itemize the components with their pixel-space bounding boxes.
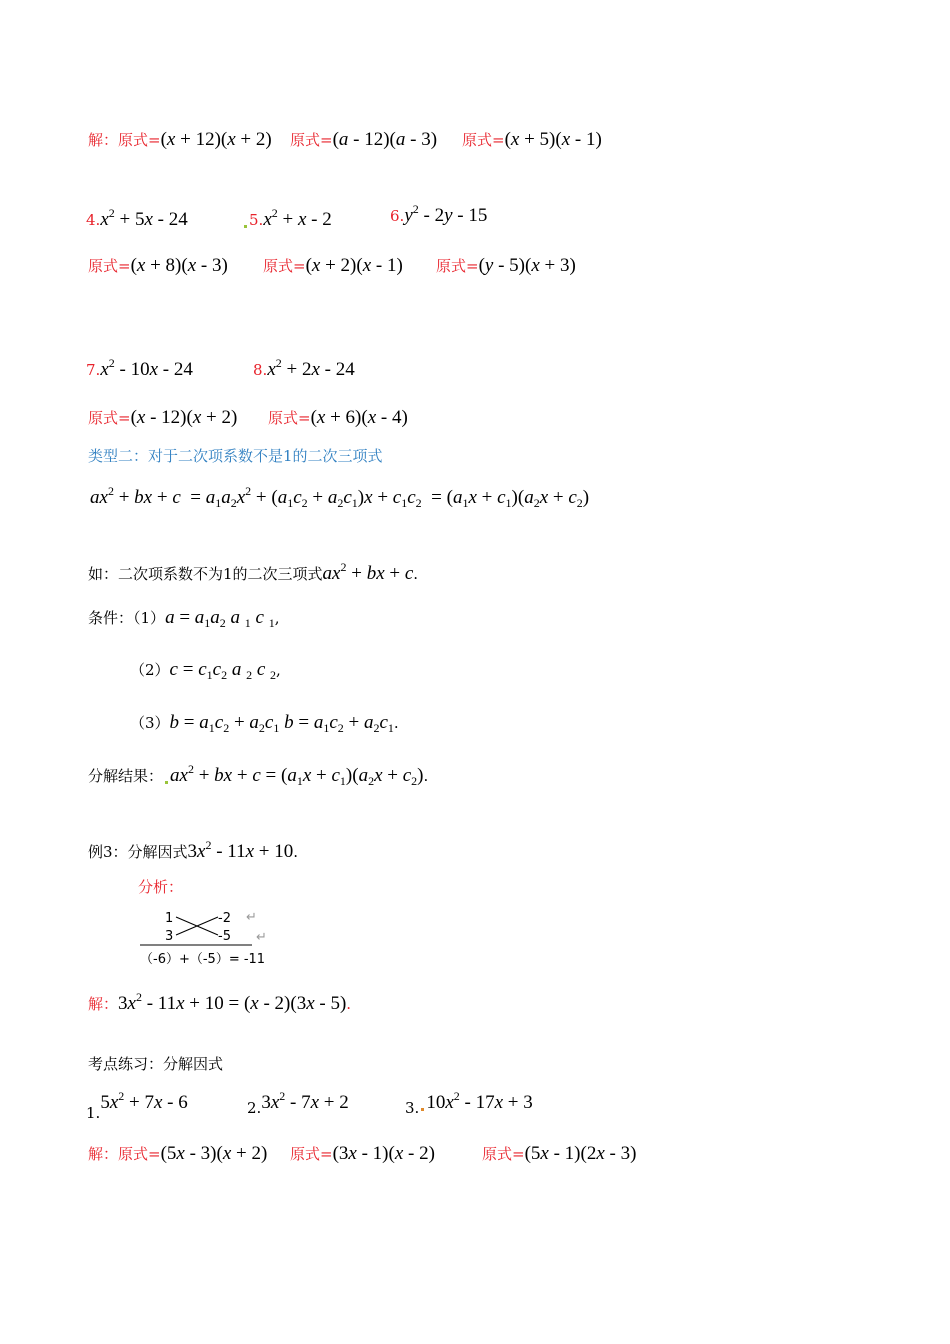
problem-expression: $x^2 - 10x - 24$ <box>100 356 193 380</box>
period: . <box>293 843 299 861</box>
return-mark: ↵ <box>246 910 257 925</box>
problem-expression: $y^2 - 2y - 15$ <box>404 202 488 226</box>
original-label: 原式= <box>482 1145 525 1163</box>
solution-label: 解： <box>88 995 119 1013</box>
period: . <box>413 565 419 583</box>
cross-top-right: -2 <box>218 911 231 926</box>
condition-number: （2） <box>130 661 170 679</box>
answer-expression: (x - 12)(x + 2) <box>130 407 238 428</box>
example-expression: $3x^2 - 11x + 10$ <box>187 838 294 862</box>
practice-heading: 考点练习：分解因式 <box>88 1055 224 1073</box>
problem-expression: $x^2 + 5x - 24$ <box>100 206 188 230</box>
problem-number: 3. <box>405 1099 420 1117</box>
period: . <box>393 714 399 732</box>
original-label: 原式= <box>88 257 131 275</box>
condition-1 <box>88 607 280 630</box>
example-3-solution <box>88 990 352 1014</box>
answer-8 <box>268 408 408 427</box>
cross-top-left: 1 <box>165 911 174 926</box>
original-label: 原式= <box>263 257 306 275</box>
problem-4 <box>86 206 188 230</box>
answer-5 <box>263 256 403 275</box>
cross-bottom-left: 3 <box>165 929 174 944</box>
problem-number: 2. <box>247 1099 262 1117</box>
problem-number: 5. <box>249 211 264 229</box>
solution-label: 解： <box>88 1145 119 1163</box>
answer-expression: (y - 5)(x + 3) <box>478 255 576 276</box>
answer-expression: (5x - 3)(x + 2) <box>160 1143 268 1164</box>
problem-7 <box>86 356 193 380</box>
answer-expression: (x + 6)(x - 4) <box>310 407 408 428</box>
original-label: 原式= <box>290 1145 333 1163</box>
practice-answer-3 <box>482 1144 636 1163</box>
answer-expression: (x + 5)(x - 1) <box>504 129 602 150</box>
problem-6 <box>390 202 488 226</box>
answer-expression: (5x - 1)(2x - 3) <box>524 1143 637 1164</box>
cross-multiplication-diagram <box>138 908 288 970</box>
practice-3 <box>405 1089 533 1117</box>
practice-1 <box>86 1089 188 1122</box>
problem-number: 1. <box>86 1104 101 1122</box>
marker-dot <box>165 781 168 784</box>
marker-dot <box>244 225 247 228</box>
example-label: 例3：分解因式 <box>88 843 188 861</box>
answer-7 <box>88 408 237 427</box>
original-label: 原式= <box>268 409 311 427</box>
intro-text: 如：二次项系数不为1的二次三项式 <box>88 565 323 583</box>
answer-3 <box>462 130 602 149</box>
original-label: 原式= <box>88 409 131 427</box>
type-two-heading: 类型二：对于二次项系数不是1的二次三项式 <box>88 447 383 465</box>
general-identity: $ax^2$ + bx + $c = a_1a_2x^2 + (a_1c_2 + a_2c_1)x + c_1c_2 = (a_1x + c_1)(a_2x + c_2)$ <box>90 484 590 510</box>
answer-row-1 <box>88 130 272 149</box>
solution-label: 解： <box>88 131 119 149</box>
example-3 <box>88 838 299 862</box>
problem-expression: $5x^2 + 7x - 6$ <box>100 1089 188 1113</box>
problem-expression: $3x^2 - 7x + 2$ <box>261 1089 349 1113</box>
equals-sign: = <box>223 993 244 1014</box>
practice-2 <box>247 1089 349 1117</box>
answer-expression: (x + 8)(x - 3) <box>130 255 228 276</box>
answer-2 <box>290 130 437 149</box>
condition-number: （3） <box>130 714 170 732</box>
practice-answer-1 <box>88 1144 267 1163</box>
result-expression: $ax^2$ + bx + $c = (a_1x + c_1)(a_2x + c_2)$ <box>170 762 424 788</box>
period: . <box>423 767 429 785</box>
comma: , <box>274 609 280 627</box>
analysis-label: 分析： <box>138 878 184 896</box>
answer-expression: (a - 12)(a - 3) <box>332 129 438 150</box>
problem-number: 7. <box>86 361 101 379</box>
conditions-label: 条件： <box>88 609 134 627</box>
problem-8 <box>253 356 355 380</box>
answer-expression: (3x - 1)(x - 2) <box>332 1143 435 1164</box>
condition-expression: $a = a_1a_2$ a $_1$ c $_1$ <box>165 607 275 630</box>
problem-number: 6. <box>390 207 405 225</box>
problem-5 <box>242 206 332 230</box>
condition-expression: $c = c_1c_2$ a $_2$ c $_2$ <box>169 659 277 682</box>
result-label: 分解结果： <box>88 767 164 785</box>
factorization-result <box>88 762 429 788</box>
original-label: 原式= <box>118 1145 161 1163</box>
period: . <box>346 995 352 1013</box>
problem-number: 8. <box>253 361 268 379</box>
condition-number: （1） <box>133 609 166 627</box>
trinomial-expression: $ax^2$ + bx + c <box>322 560 414 584</box>
comma: , <box>276 661 281 679</box>
problem-expression: $10x^2 - 17x + 3$ <box>426 1089 533 1113</box>
cross-bottom-right: -5 <box>218 929 231 944</box>
practice-answer-2 <box>290 1144 435 1163</box>
problem-number: 4. <box>86 211 101 229</box>
answer-expression: (x + 2)(x - 1) <box>305 255 403 276</box>
original-label: 原式= <box>462 131 505 149</box>
cross-sum: （-6）+（-5）= -11 <box>140 952 266 967</box>
answer-4 <box>88 256 228 275</box>
condition-expression: $b = a_1c_2 + a_2c_1$ $b = a_1c_2 + a_2c_1$ <box>169 712 394 735</box>
condition-2 <box>130 659 281 682</box>
type-two-intro <box>88 560 419 584</box>
problem-expression: $x^2 + x - 2$ <box>263 206 332 230</box>
condition-3 <box>130 712 399 735</box>
answer-expression: (x + 12)(x + 2) <box>160 129 272 150</box>
return-mark: ↵ <box>256 930 267 945</box>
original-label: 原式= <box>436 257 479 275</box>
original-label: 原式= <box>290 131 333 149</box>
answer-6 <box>436 256 576 275</box>
marker-dot <box>421 1108 424 1111</box>
solution-lhs: $3x^2 - 11x + 10$ <box>118 990 224 1014</box>
problem-expression: $x^2 + 2x - 24$ <box>267 356 355 380</box>
original-label: 原式= <box>118 131 161 149</box>
solution-rhs: (x - 2)(3x - 5) <box>243 993 347 1014</box>
